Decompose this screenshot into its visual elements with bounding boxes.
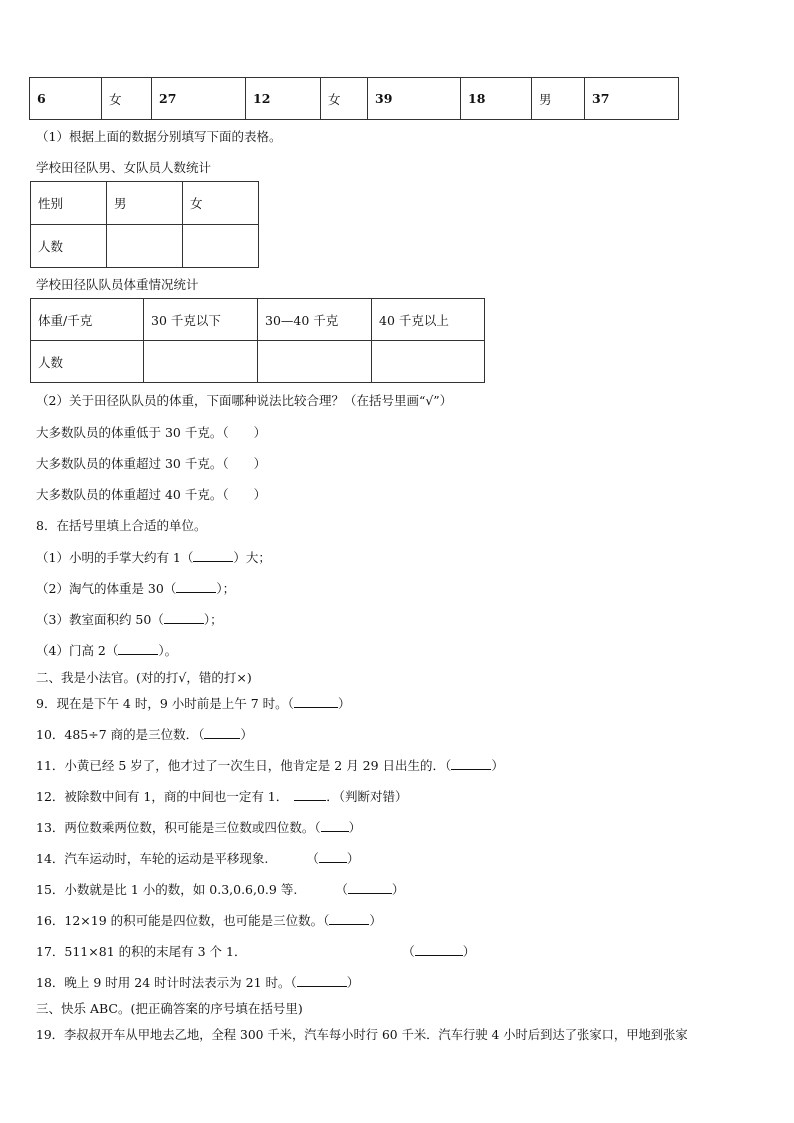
answer-blank[interactable]: [176, 581, 216, 593]
table-header-cell: 男: [107, 182, 183, 225]
team-data-table: [29, 77, 679, 120]
answer-cell[interactable]: [144, 341, 258, 383]
table-cell: 男: [532, 78, 585, 120]
q8-item-text: （4）门高 2（: [36, 643, 119, 658]
table-header-cell: 40 千克以上: [372, 299, 485, 341]
judge-question: [36, 694, 350, 712]
answer-blank[interactable]: [321, 820, 349, 832]
q8-item: [36, 610, 223, 628]
gender-count-table: [30, 181, 259, 268]
q8-item-text: （2）淘气的体重是 30（: [36, 581, 177, 596]
question-text: ）: [348, 820, 362, 835]
question-text: 13．两位数乘两位数，积可能是三位数或四位数。（: [36, 820, 321, 835]
q7-part2-prompt: （2）关于田径队队员的体重，下面哪种说法比较合理？（在括号里画“√”）: [36, 393, 453, 408]
choice-option[interactable]: 大多数队员的体重超过 30 千克。（ ）: [36, 456, 267, 471]
choice-option[interactable]: 大多数队员的体重超过 40 千克。（ ）: [36, 487, 267, 502]
answer-blank[interactable]: [193, 550, 233, 562]
table-row-label: 人数: [31, 225, 107, 268]
question-text: ）: [346, 975, 360, 990]
question-text: ）: [491, 758, 504, 773]
table-cell: 女: [102, 78, 152, 120]
judge-question: [36, 973, 359, 991]
q8-item-text: （3）教室面积约 50（: [36, 612, 164, 627]
question-text: 9．现在是下午 4 时，9 小时前是上午 7 时。（: [36, 696, 294, 711]
question-text: 16．12×19 的积可能是四位数，也可能是三位数。（: [36, 913, 330, 928]
question-text: ．（判断对错）: [326, 789, 408, 804]
question-text: 14．汽车运动时，车轮的运动是平移现象.: [36, 851, 269, 866]
answer-blank[interactable]: [329, 913, 369, 925]
answer-blank[interactable]: [451, 758, 491, 770]
question-text: ）: [337, 696, 351, 711]
table-header-cell: 女: [183, 182, 259, 225]
question-text: 17．511×81 的积的末尾有 3 个 1．: [36, 944, 247, 959]
answer-cell[interactable]: [258, 341, 372, 383]
judge-question: 14．汽车运动时，车轮的运动是平移现象. （ ）: [36, 851, 360, 866]
section2-title: 二、我是小法官。(对的打√，错的打×): [36, 670, 252, 685]
answer-blank[interactable]: [415, 944, 463, 956]
q8-item: [36, 641, 177, 659]
gender-table-title: 学校田径队男、女队员人数统计: [36, 160, 212, 175]
answer-blank[interactable]: [118, 643, 158, 655]
table-cell: 女: [321, 78, 368, 120]
question-text: 10．485÷7 商的是三位数．（: [36, 727, 205, 742]
q8-item-text: ）；: [216, 581, 236, 596]
question-text: ）: [240, 727, 253, 742]
question-text: 11．小黄已经 5 岁了，他才过了一次生日，他肯定是 2 月 29 日出生的．（: [36, 758, 452, 773]
q8-title: 8．在括号里填上合适的单位。: [36, 518, 207, 533]
question-text: ）: [369, 913, 382, 928]
question-text: 18．晚上 9 时用 24 时计时法表示为 21 时。（: [36, 975, 297, 990]
answer-blank[interactable]: [319, 851, 347, 863]
judge-question: [36, 818, 361, 836]
table-row-label: 人数: [31, 341, 144, 383]
judge-question: [36, 911, 382, 929]
table-cell: 37: [585, 78, 679, 120]
question-text: 12．被除数中间有 1，商的中间也一定有 1．: [36, 789, 289, 804]
answer-cell[interactable]: [183, 225, 259, 268]
table-header-cell: 30—40 千克: [258, 299, 372, 341]
answer-blank[interactable]: [164, 612, 204, 624]
q8-item: [36, 548, 271, 566]
answer-cell[interactable]: [107, 225, 183, 268]
question-text: ）: [462, 944, 476, 959]
table-cell: 27: [152, 78, 246, 120]
table-header-cell: 30 千克以下: [144, 299, 258, 341]
table-cell: 6: [30, 78, 102, 120]
answer-blank[interactable]: [348, 882, 392, 894]
answer-blank[interactable]: [294, 789, 326, 801]
answer-cell[interactable]: [372, 341, 485, 383]
judge-question: 15．小数就是比 1 小的数，如 0.3,0.6,0.9 等. （ ）: [36, 882, 405, 897]
answer-blank[interactable]: [297, 975, 347, 987]
table-header-cell: 性别: [31, 182, 107, 225]
choice-option[interactable]: 大多数队员的体重低于 30 千克。（ ）: [36, 425, 267, 440]
q8-item-text: ）；: [203, 612, 223, 627]
q7-part1-instruction: （1）根据上面的数据分别填写下面的表格。: [36, 129, 282, 144]
table-cell: 12: [246, 78, 321, 120]
section3-title: 三、快乐 ABC。(把正确答案的序号填在括号里): [36, 1001, 303, 1016]
table-cell: 18: [461, 78, 532, 120]
question-19: 19．李叔叔开车从甲地去乙地，全程 300 千米，汽车每小时行 60 千米．汽车行驶 4 小时后到达了张家口，甲地到张家: [36, 1028, 688, 1042]
judge-question: [36, 787, 408, 805]
judge-question: 17．511×81 的积的末尾有 3 个 1． （ ）: [36, 944, 476, 959]
table-cell: 39: [368, 78, 461, 120]
judge-question: [36, 756, 504, 774]
table-header-cell: 体重/千克: [31, 299, 144, 341]
q8-item: [36, 579, 235, 597]
question-text: 15．小数就是比 1 小的数，如 0.3,0.6,0.9 等.: [36, 882, 298, 897]
weight-stats-table: [30, 298, 485, 383]
q8-item-text: （1）小明的手掌大约有 1（: [36, 550, 194, 565]
question-text: ）: [391, 882, 405, 897]
weight-table-title: 学校田径队队员体重情况统计: [36, 277, 199, 292]
question-text: ）: [346, 851, 360, 866]
answer-blank[interactable]: [294, 696, 338, 708]
answer-blank[interactable]: [204, 727, 240, 739]
q8-item-text: ）大；: [233, 550, 271, 565]
q8-item-text: ）。: [158, 643, 178, 658]
judge-question: [36, 725, 253, 743]
